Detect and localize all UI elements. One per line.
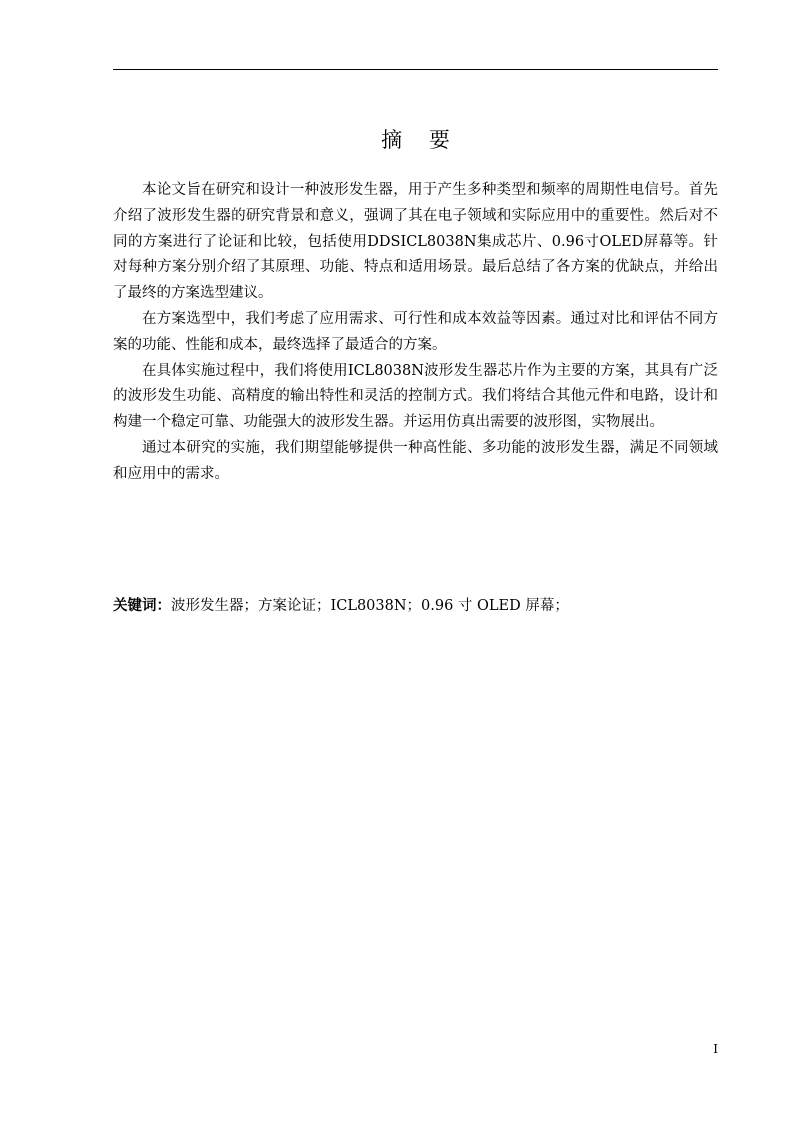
page-title: 摘 要 bbox=[381, 128, 460, 152]
abstract-paragraph-2: 在方案选型中，我们考虑了应用需求、可行性和成本效益等因素。通过对比和评估不同方案的功能、性能和成本，最终选择了最适合的方案。 bbox=[113, 310, 718, 353]
keywords-text: 波形发生器；方案论证；ICL8038N；0.96 寸 OLED 屏幕； bbox=[171, 598, 569, 614]
header-rule bbox=[113, 69, 718, 70]
abstract-body bbox=[113, 178, 718, 488]
abstract-paragraph-1: 本论文旨在研究和设计一种波形发生器，用于产生多种类型和频率的周期性电信号。首先介绍了波形发生器的研究背景和意义，强调了其在电子领域和实际应用中的重要性。然后对不同的方案进行了论证和比较，包括使用DDSICL8038N集成芯片、0.96寸OLED屏幕等。针对每种方案分别介绍了其原理、功能、特点和适用场景。最后总结了各方案的优缺点，并给出了最终的方案选型建议。 bbox=[113, 182, 718, 302]
keywords-label: 关键词： bbox=[113, 598, 171, 614]
abstract-paragraph-3: 在具体实施过程中，我们将使用ICL8038N波形发生器芯片作为主要的方案，其具有广泛的波形发生功能、高精度的输出特性和灵活的控制方式。我们将结合其他元件和电路，设计和构建一个稳定可靠、功能强大的波形发生器。并运用仿真出需要的波形图，实物展出。 bbox=[113, 362, 718, 431]
keywords-line bbox=[113, 593, 718, 619]
page-number: I bbox=[713, 1042, 718, 1056]
abstract-paragraph-4: 通过本研究的实施，我们期望能够提供一种高性能、多功能的波形发生器，满足不同领域和应用中的需求。 bbox=[113, 439, 718, 482]
